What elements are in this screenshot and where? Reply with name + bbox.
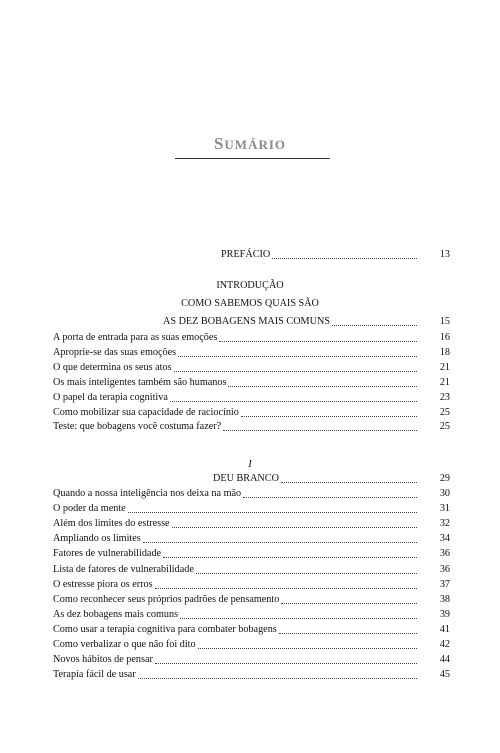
- toc-entry: [53, 592, 450, 606]
- entry-page: 42: [439, 639, 450, 650]
- entry-page: 41: [439, 623, 450, 635]
- entry-title: Os mais inteligentes também são humanos: [53, 376, 227, 388]
- dot-leader: [332, 324, 417, 326]
- entry-page: 44: [439, 654, 450, 666]
- entry-page: 34: [439, 533, 450, 545]
- toc-entry: [53, 390, 450, 404]
- dot-leader: [196, 572, 417, 574]
- entry-page: 25: [439, 421, 450, 433]
- toc-entry: [53, 375, 450, 389]
- entry-page: 31: [439, 503, 450, 515]
- entry-title: Teste: que bobagens você costuma fazer?: [53, 421, 222, 433]
- entry-title: Terapia fácil de usar: [53, 669, 136, 681]
- dot-leader: [180, 617, 417, 619]
- entry-page: 39: [439, 608, 450, 620]
- toc-entry: [53, 577, 450, 591]
- toc-entry: [53, 562, 450, 576]
- dot-leader: [243, 496, 417, 498]
- dot-leader: [272, 257, 417, 259]
- toc-entry: [53, 405, 450, 419]
- toc-entry: [53, 345, 450, 359]
- entry-title: Ampliando os limites: [53, 533, 141, 545]
- dot-leader: [170, 400, 417, 402]
- dot-leader: [178, 355, 417, 357]
- page-title: [0, 134, 500, 154]
- toc-entry-intro-subtitle: [53, 314, 450, 328]
- entry-title: Como mobilizar sua capacidade de raciocínio: [53, 406, 239, 418]
- title-underline: [175, 158, 330, 159]
- entry-page: 30: [439, 488, 450, 499]
- entry-page: 32: [439, 518, 450, 530]
- entry-title: DEU BRANCO: [213, 473, 279, 484]
- dot-leader: [219, 340, 417, 342]
- dot-leader: [138, 677, 417, 679]
- entry-title: O papel da terapia cognitiva: [53, 391, 168, 403]
- entry-title: O poder da mente: [53, 503, 126, 515]
- page-title-rest: UMÁRIO: [224, 137, 287, 152]
- toc-entry: [53, 546, 450, 560]
- entry-page: 29: [439, 473, 450, 484]
- entry-title: Como reconhecer seus próprios padrões de pensamento: [53, 593, 280, 605]
- entry-title: Além dos limites do estresse: [53, 518, 170, 530]
- dot-leader: [279, 632, 417, 634]
- toc-entry: [53, 501, 450, 515]
- dot-leader: [163, 556, 417, 558]
- entry-page: 21: [439, 361, 450, 373]
- entry-page: 25: [439, 406, 450, 418]
- entry-title: O estresse piora os erros: [53, 578, 153, 590]
- entry-title: O que determina os seus atos: [53, 361, 172, 373]
- dot-leader: [228, 385, 417, 387]
- dot-leader: [155, 662, 417, 664]
- entry-title: Novos hábitos de pensar: [53, 654, 153, 666]
- toc-entry-prefacio: [53, 247, 450, 261]
- toc-entry: [53, 486, 450, 500]
- chapter-numeral: I: [248, 459, 252, 470]
- entry-page: 18: [439, 346, 450, 358]
- entry-page: 37: [439, 578, 450, 590]
- entry-title: As dez bobagens mais comuns: [53, 608, 179, 620]
- toc-entry: [53, 330, 450, 344]
- entry-page: 16: [439, 332, 450, 343]
- entry-title: A porta de entrada para as suas emoções: [53, 332, 218, 343]
- toc-entry: [53, 622, 450, 636]
- entry-page: 23: [439, 391, 450, 403]
- entry-page: 21: [439, 376, 450, 388]
- entry-title: AS DEZ BOBAGENS MAIS COMUNS: [163, 316, 330, 327]
- dot-leader: [281, 602, 417, 604]
- toc-entry: [53, 360, 450, 374]
- dot-leader: [128, 511, 417, 513]
- entry-page: 38: [439, 593, 450, 605]
- dot-leader: [143, 541, 417, 543]
- section-heading-introducao: INTRODUÇÃO: [216, 280, 284, 291]
- entry-page: 13: [439, 249, 450, 260]
- page-title-initial: S: [213, 134, 225, 153]
- section-subtitle-line1: COMO SABEMOS QUAIS SÃO: [181, 298, 319, 309]
- entry-title: Fatores de vulnerabilidade: [53, 548, 162, 560]
- toc-entry: [53, 652, 450, 666]
- entry-title: Lista de fatores de vulnerabilidade: [53, 563, 194, 575]
- dot-leader: [174, 370, 417, 372]
- toc-entry-chapter1: [53, 471, 450, 485]
- entry-title: PREFÁCIO: [221, 249, 271, 260]
- dot-leader: [223, 429, 417, 431]
- entry-title: Como verbalizar o que não foi dito: [53, 639, 196, 650]
- entry-page: 15: [439, 316, 450, 327]
- toc-entry: [53, 607, 450, 621]
- dot-leader: [281, 481, 417, 483]
- entry-title: Aproprie-se das suas emoções: [53, 346, 177, 358]
- toc-entry: [53, 516, 450, 530]
- entry-title: Como usar a terapia cognitiva para combater bobagens: [53, 623, 277, 635]
- entry-page: 36: [439, 563, 450, 575]
- toc-entry: [53, 667, 450, 681]
- entry-page: 36: [439, 548, 450, 560]
- toc-entry: [53, 637, 450, 651]
- entry-title: Quando a nossa inteligência nos deixa na mão: [53, 488, 242, 499]
- toc-entry: [53, 531, 450, 545]
- dot-leader: [198, 647, 417, 649]
- dot-leader: [241, 415, 417, 417]
- dot-leader: [155, 587, 417, 589]
- entry-page: 45: [439, 669, 450, 681]
- toc-entry: [53, 419, 450, 433]
- dot-leader: [172, 526, 417, 528]
